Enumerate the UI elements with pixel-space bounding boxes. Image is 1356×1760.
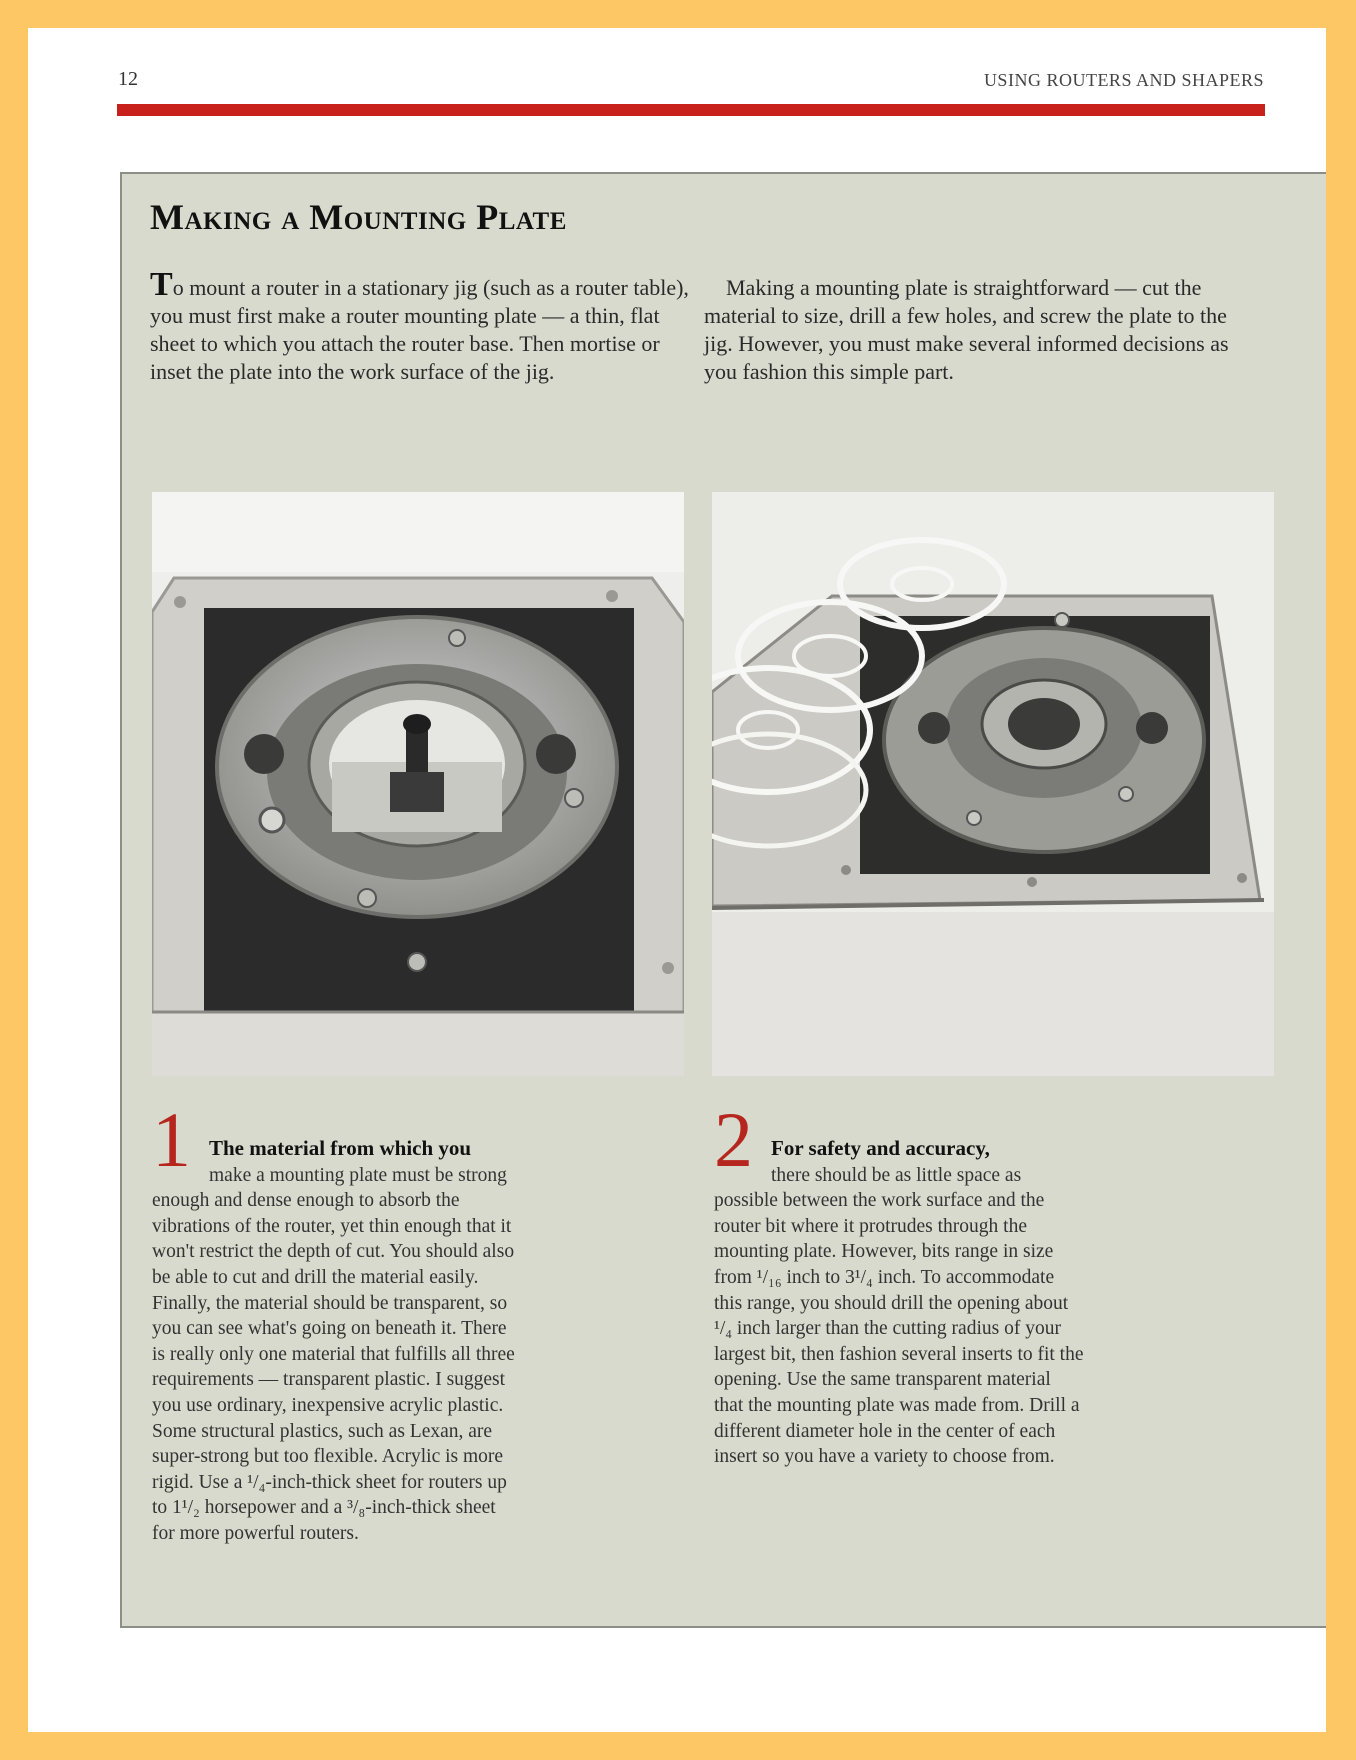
section-title: Making a Mounting Plate xyxy=(150,197,567,237)
content-panel xyxy=(120,172,1326,1628)
step-2-number: 2 xyxy=(714,1096,753,1183)
step-1-number: 1 xyxy=(152,1096,191,1183)
running-head: USING ROUTERS AND SHAPERS xyxy=(983,70,1264,90)
step-1 xyxy=(152,1096,522,1547)
photo-router-base xyxy=(152,492,684,1076)
step-1-body: make a mounting plate must be strong enough and dense enough to absorb the vibrations of the router, yet thin enough that it won't restrict the depth of cut. You should also be able to cut and drill the material easily. Finally, the material should be transparent, so you can see what's going on beneath it. There is really only one material that fulfills all three requirements — transparent plastic. I suggest you use ordinary, inexpensive acrylic plastic. Some structural plastics, such as Lexan, are super-strong but too flexible. Acrylic is more rigid. Use a ¹/₄-inch-thick sheet for routers up to 1¹/₂ horsepower and a ³/₈-inch-thick sheet for more powerful routers. xyxy=(152,1164,515,1544)
photo-plate-inserts xyxy=(712,492,1274,1076)
plate-inserts-illustration xyxy=(712,492,1274,1076)
intro-right-paragraph: Making a mounting plate is straightforward — cut the material to size, drill a few holes, and screw the plate to the jig. However, you must make several informed decisions as you fashion this simple part. xyxy=(704,275,1229,384)
router-base-illustration xyxy=(152,492,684,1076)
step-1-lead: The material from which you xyxy=(209,1136,472,1160)
step-2 xyxy=(714,1096,1084,1470)
intro-left-text: o mount a router in a stationary jig (such as a router table), you must first make a router mounting plate — a thin, flat sheet to which you attach the router base. Then mortise or inset the plate into the work surface of the jig. xyxy=(150,275,689,384)
header-rule xyxy=(117,104,1265,116)
step-2-lead: For safety and accuracy, xyxy=(771,1136,990,1160)
book-page xyxy=(28,28,1326,1732)
intro-dropcap: T xyxy=(150,266,173,303)
page-number: 12 xyxy=(118,68,138,90)
intro-left-paragraph xyxy=(150,266,695,386)
step-2-body: there should be as little space as possible between the work surface and the router bit where it protrudes through the mounting plate. However, bits range in size from ¹/₁₆ inch to 3¹/₄ inch. To accommodate this range, you should drill the opening about ¹/₄ inch larger than the cutting radius of your largest bit, then fashion several inserts to fit the opening. Use the same transparent material that the mounting plate was made from. Drill a different diameter hole in the center of each insert so you have a variety to choose from. xyxy=(714,1164,1084,1468)
